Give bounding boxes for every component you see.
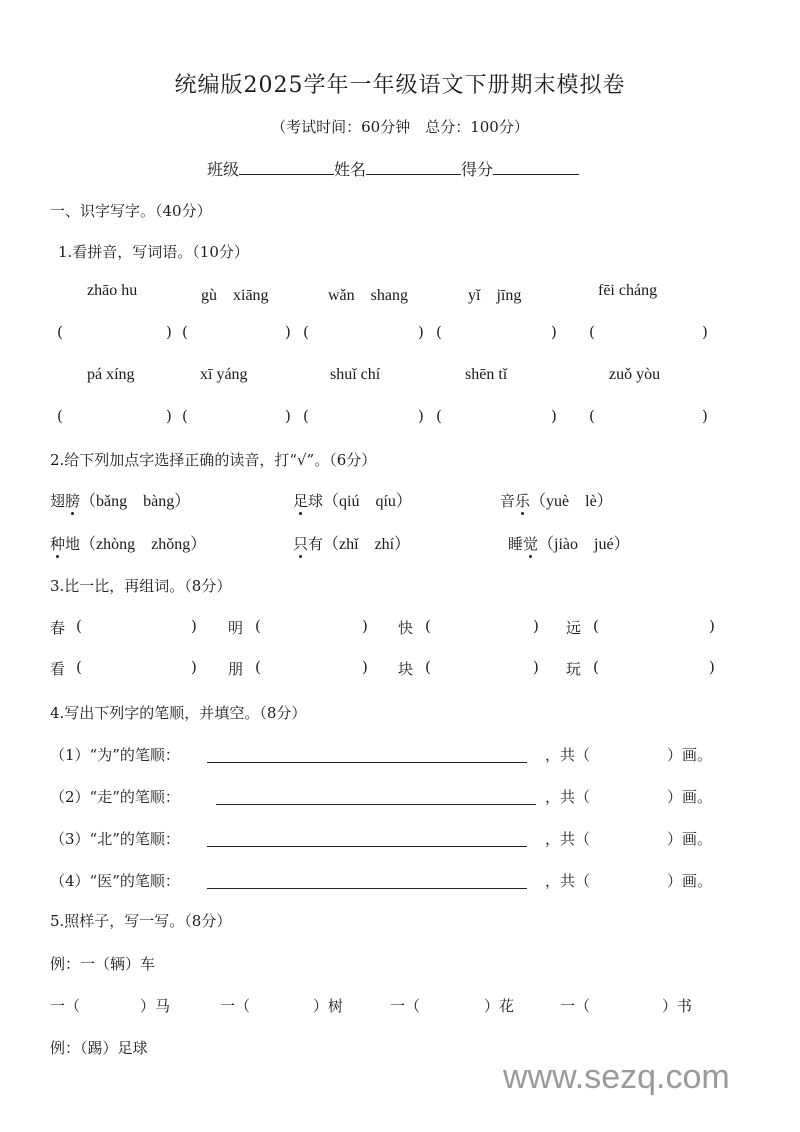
word-blank[interactable]: [86, 614, 186, 636]
answer-blank[interactable]: [599, 404, 699, 426]
close-paren: ): [533, 617, 539, 635]
measure-word-blank[interactable]: [592, 991, 652, 1013]
dotted-char: 足: [293, 492, 309, 510]
open-paren: (: [76, 658, 82, 676]
close-paren: ): [551, 407, 557, 425]
stroke-count-blank[interactable]: [602, 740, 664, 762]
measure-word-blank[interactable]: [422, 991, 474, 1013]
close-paren: ): [418, 323, 424, 341]
dotted-char: 只: [293, 535, 309, 553]
pinyin-options[interactable]: （zhǐ zhí）: [323, 536, 411, 553]
word-blank[interactable]: [265, 614, 357, 636]
open-paren: (: [255, 617, 261, 635]
dotted-char: 觉: [523, 535, 539, 553]
student-info-row: [207, 157, 579, 180]
close-paren: ): [533, 658, 539, 676]
part1-heading: 一、识字写字。（40分）: [50, 202, 212, 220]
stroke-count-prefix: ，共（: [545, 746, 591, 764]
compare-char: 远: [566, 619, 582, 637]
score-label: 得分: [461, 160, 494, 179]
measure-prefix: 一（: [220, 997, 251, 1015]
answer-blank[interactable]: [446, 404, 546, 426]
stroke-order-blank[interactable]: [216, 804, 536, 805]
open-paren: (: [436, 407, 442, 425]
stroke-order-label: （3）“北”的笔顺：: [50, 830, 180, 848]
stroke-count-suffix: ）画。: [667, 830, 713, 848]
pinyin-options[interactable]: （yuè lè）: [530, 493, 613, 510]
open-paren: (: [593, 658, 599, 676]
q5-example-1: 例：一（辆）车: [50, 955, 156, 973]
stroke-count-blank[interactable]: [602, 866, 664, 888]
measure-prefix: 一（: [50, 997, 81, 1015]
pinyin: shēn tǐ: [465, 366, 508, 383]
reading-choice-item[interactable]: [293, 531, 410, 554]
pinyin: yǐ jīng: [468, 287, 522, 304]
exam-subtitle: （考试时间：60分钟 总分：100分）: [271, 118, 529, 136]
exam-title: 统编版2025学年一年级语文下册期末模拟卷: [174, 73, 626, 98]
char: 翅: [50, 492, 66, 510]
compare-char: 看: [50, 660, 66, 678]
q2-heading: 2.给下列加点字选择正确的读音，打“√”。（6分）: [50, 451, 377, 469]
pinyin-options[interactable]: （qiú qíu）: [323, 493, 412, 510]
pinyin: zuǒ yòu: [609, 366, 661, 383]
pinyin: shuǐ chí: [330, 366, 381, 383]
q4-heading: 4.写出下列字的笔顺，并填空。（8分）: [50, 704, 307, 722]
answer-blank[interactable]: [313, 404, 415, 426]
answer-blank[interactable]: [66, 404, 166, 426]
q5-example-2: 例：（踢）足球: [50, 1039, 148, 1057]
open-paren: (: [182, 323, 188, 341]
stroke-count-prefix: ，共（: [545, 788, 591, 806]
compare-char: 块: [398, 660, 414, 678]
close-paren: ): [191, 617, 197, 635]
close-paren: ): [362, 658, 368, 676]
word-blank[interactable]: [603, 614, 703, 636]
stroke-order-blank[interactable]: [207, 762, 527, 763]
answer-blank[interactable]: [599, 320, 699, 342]
compare-char: 春: [50, 619, 66, 637]
measure-suffix: ）马: [140, 997, 171, 1015]
open-paren: (: [303, 323, 309, 341]
compare-char: 明: [228, 619, 244, 637]
compare-char: 玩: [566, 660, 582, 678]
pinyin: zhāo hu: [87, 282, 138, 299]
answer-blank[interactable]: [66, 320, 166, 342]
dotted-char: 乐: [515, 492, 531, 510]
word-blank[interactable]: [435, 655, 527, 677]
q1-heading: 1.看拼音，写词语。（10分）: [58, 243, 249, 261]
watermark: www.sezq.com: [503, 1058, 730, 1096]
close-paren: ): [709, 617, 715, 635]
word-blank[interactable]: [603, 655, 703, 677]
pinyin-options[interactable]: （bǎng bàng）: [80, 493, 191, 510]
char: 睡: [508, 535, 524, 553]
answer-blank[interactable]: [446, 320, 546, 342]
close-paren: ): [709, 658, 715, 676]
close-paren: ): [166, 407, 172, 425]
measure-word-blank[interactable]: [82, 991, 134, 1013]
close-paren: ): [551, 323, 557, 341]
measure-suffix: ）花: [484, 997, 515, 1015]
reading-choice-item[interactable]: [500, 488, 613, 511]
measure-word-blank[interactable]: [252, 991, 304, 1013]
name-field[interactable]: [366, 158, 461, 175]
compare-char: 朋: [228, 660, 244, 678]
pinyin: gù xiāng: [201, 287, 269, 304]
measure-prefix: 一（: [390, 997, 421, 1015]
stroke-count-suffix: ）画。: [667, 788, 713, 806]
open-paren: (: [57, 407, 63, 425]
stroke-order-blank[interactable]: [207, 846, 527, 847]
reading-choice-item[interactable]: [293, 488, 412, 511]
open-paren: (: [593, 617, 599, 635]
name-label: 姓名: [334, 160, 367, 179]
open-paren: (: [76, 617, 82, 635]
reading-choice-item[interactable]: [50, 488, 190, 511]
open-paren: (: [425, 617, 431, 635]
pinyin: pá xíng: [87, 366, 135, 383]
reading-choice-item[interactable]: [50, 531, 206, 554]
close-paren: ): [702, 407, 708, 425]
char: 有: [308, 535, 324, 553]
stroke-count-blank[interactable]: [602, 824, 664, 846]
class-field[interactable]: [239, 158, 334, 175]
answer-blank[interactable]: [192, 404, 284, 426]
pinyin: fēi cháng: [598, 282, 658, 299]
answer-blank[interactable]: [313, 320, 415, 342]
answer-blank[interactable]: [192, 320, 284, 342]
pinyin: xī yáng: [200, 366, 248, 383]
open-paren: (: [182, 407, 188, 425]
open-paren: (: [57, 323, 63, 341]
char: 地: [65, 535, 81, 553]
stroke-order-blank[interactable]: [207, 888, 527, 889]
close-paren: ): [191, 658, 197, 676]
stroke-count-suffix: ）画。: [667, 872, 713, 890]
open-paren: (: [255, 658, 261, 676]
close-paren: ): [702, 323, 708, 341]
pinyin-options[interactable]: （jiào jué）: [538, 536, 630, 553]
stroke-count-prefix: ，共（: [545, 830, 591, 848]
open-paren: (: [303, 407, 309, 425]
word-blank[interactable]: [86, 655, 186, 677]
close-paren: ): [418, 407, 424, 425]
char: 球: [308, 492, 324, 510]
measure-suffix: ）书: [662, 997, 693, 1015]
score-field[interactable]: [493, 158, 579, 175]
stroke-order-label: （2）“走”的笔顺：: [50, 788, 180, 806]
class-label: 班级: [207, 160, 240, 179]
char: 音: [500, 492, 516, 510]
q3-heading: 3.比一比，再组词。（8分）: [50, 577, 232, 595]
stroke-order-label: （4）“医”的笔顺：: [50, 872, 180, 890]
reading-choice-item[interactable]: [508, 531, 630, 554]
close-paren: ): [362, 617, 368, 635]
open-paren: (: [436, 323, 442, 341]
close-paren: ): [166, 323, 172, 341]
dotted-char: 种: [50, 535, 66, 553]
open-paren: (: [589, 323, 595, 341]
word-blank[interactable]: [435, 614, 527, 636]
q5-heading: 5.照样子，写一写。（8分）: [50, 912, 232, 930]
stroke-count-prefix: ，共（: [545, 872, 591, 890]
word-blank[interactable]: [265, 655, 357, 677]
stroke-order-label: （1）“为”的笔顺：: [50, 746, 180, 764]
pinyin: wǎn shang: [328, 287, 408, 304]
measure-prefix: 一（: [560, 997, 591, 1015]
close-paren: ): [285, 407, 291, 425]
measure-suffix: ）树: [313, 997, 344, 1015]
close-paren: ): [285, 323, 291, 341]
stroke-count-blank[interactable]: [602, 782, 664, 804]
dotted-char: 膀: [65, 492, 81, 510]
open-paren: (: [589, 407, 595, 425]
compare-char: 快: [398, 619, 414, 637]
stroke-count-suffix: ）画。: [667, 746, 713, 764]
open-paren: (: [425, 658, 431, 676]
pinyin-options[interactable]: （zhòng zhǒng）: [80, 536, 207, 553]
